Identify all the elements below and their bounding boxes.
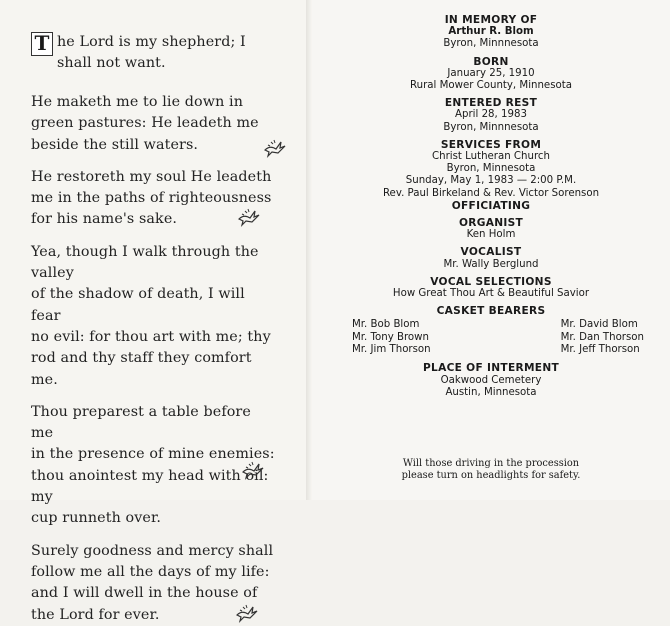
vocalist-name: Mr. Wally Berglund [443, 258, 539, 270]
birth-place: Rural Mower County, Minnesota [410, 80, 572, 92]
closing-note [312, 458, 670, 483]
dropcap-letter: T [31, 32, 53, 56]
deceased-name: Arthur R. Blom [448, 26, 534, 38]
closing-note-line-1: Will those driving in the procession [402, 458, 580, 469]
church-name: Christ Lutheran Church [432, 151, 550, 163]
verse-text: Yea, though I walk through the valley of the shadow of death, I will fear no evil: for thou art with me; thy rod and thy staff they comfort me. [31, 243, 271, 388]
rest-place: Byron, Minnnesota [443, 121, 539, 133]
psalm-verse-3 [31, 167, 277, 231]
psalm-text [31, 32, 277, 626]
bearer-name: Mr. David Blom [560, 319, 638, 331]
residence: Byron, Minnnesota [443, 38, 539, 50]
dove-icon [237, 207, 261, 227]
vocalist-heading: VOCALIST [460, 246, 522, 259]
in-memory-heading: IN MEMORY OF [444, 14, 538, 26]
dove-icon [241, 460, 265, 480]
interment-heading: PLACE OF INTERMENT [422, 362, 560, 375]
verse-text: he Lord is my shepherd; I shall not want. [57, 34, 246, 72]
casket-bearers-heading: CASKET BEARERS [436, 305, 546, 318]
verse-text: He maketh me to lie down in green pastures: He leadeth me beside the still waters. [31, 94, 259, 153]
psalm-verse-2 [31, 92, 277, 156]
officiating-heading: OFFICIATING [451, 199, 531, 212]
dove-icon [235, 603, 259, 623]
clergy: Rev. Paul Birkeland & Rev. Victor Sorenson [382, 187, 600, 199]
birth-date: January 25, 1910 [447, 67, 535, 79]
service-datetime: Sunday, May 1, 1983 — 2:00 P.M. [405, 175, 577, 187]
vocal-selections: How Great Thou Art & Beautiful Savior [392, 288, 590, 300]
verse-text: Thou preparest a table before me in the presence of mine enemies: thou anointest my head with oil: my cup runneth over. [31, 403, 275, 527]
bearer-name: Mr. Dan Thorson [560, 331, 644, 343]
verse-text: He restoreth my soul He leadeth me in the paths of righteousness for his name's sake. [31, 168, 272, 228]
cemetery-name: Oakwood Cemetery [440, 374, 542, 386]
psalm-verse-4 [31, 242, 277, 391]
organist-name: Ken Holm [466, 229, 516, 241]
psalm-verse-1 [31, 32, 277, 78]
born-heading: BORN [473, 55, 509, 68]
rest-date: April 28, 1983 [455, 109, 527, 121]
bearer-name: Mr. Jeff Thorson [560, 344, 640, 356]
closing-note-line-2: please turn on headlights for safety. [401, 470, 581, 482]
casket-bearers-list [312, 319, 670, 357]
church-place: Byron, Minnesota [446, 163, 536, 175]
verse-text: Surely goodness and mercy shall follow me all the days of my life: and I will dwell in the house of the Lord for ever. [31, 542, 274, 623]
bearer-name: Mr. Bob Blom [352, 319, 420, 331]
bearer-name: Mr. Jim Thorson [352, 344, 431, 356]
bearer-name: Mr. Tony Brown [352, 331, 429, 343]
psalm-verse-5 [31, 402, 277, 530]
entered-rest-heading: ENTERED REST [444, 97, 538, 110]
services-heading: SERVICES FROM [440, 138, 542, 151]
cemetery-place: Austin, Minnesota [445, 386, 537, 398]
psalm-verse-6 [31, 541, 277, 626]
bearers-left-column [352, 319, 431, 356]
dove-icon [263, 138, 287, 158]
bearers-right-column [561, 319, 644, 356]
vocal-selections-heading: VOCAL SELECTIONS [430, 275, 552, 288]
memorial-details [312, 14, 670, 404]
organist-heading: ORGANIST [458, 217, 524, 230]
